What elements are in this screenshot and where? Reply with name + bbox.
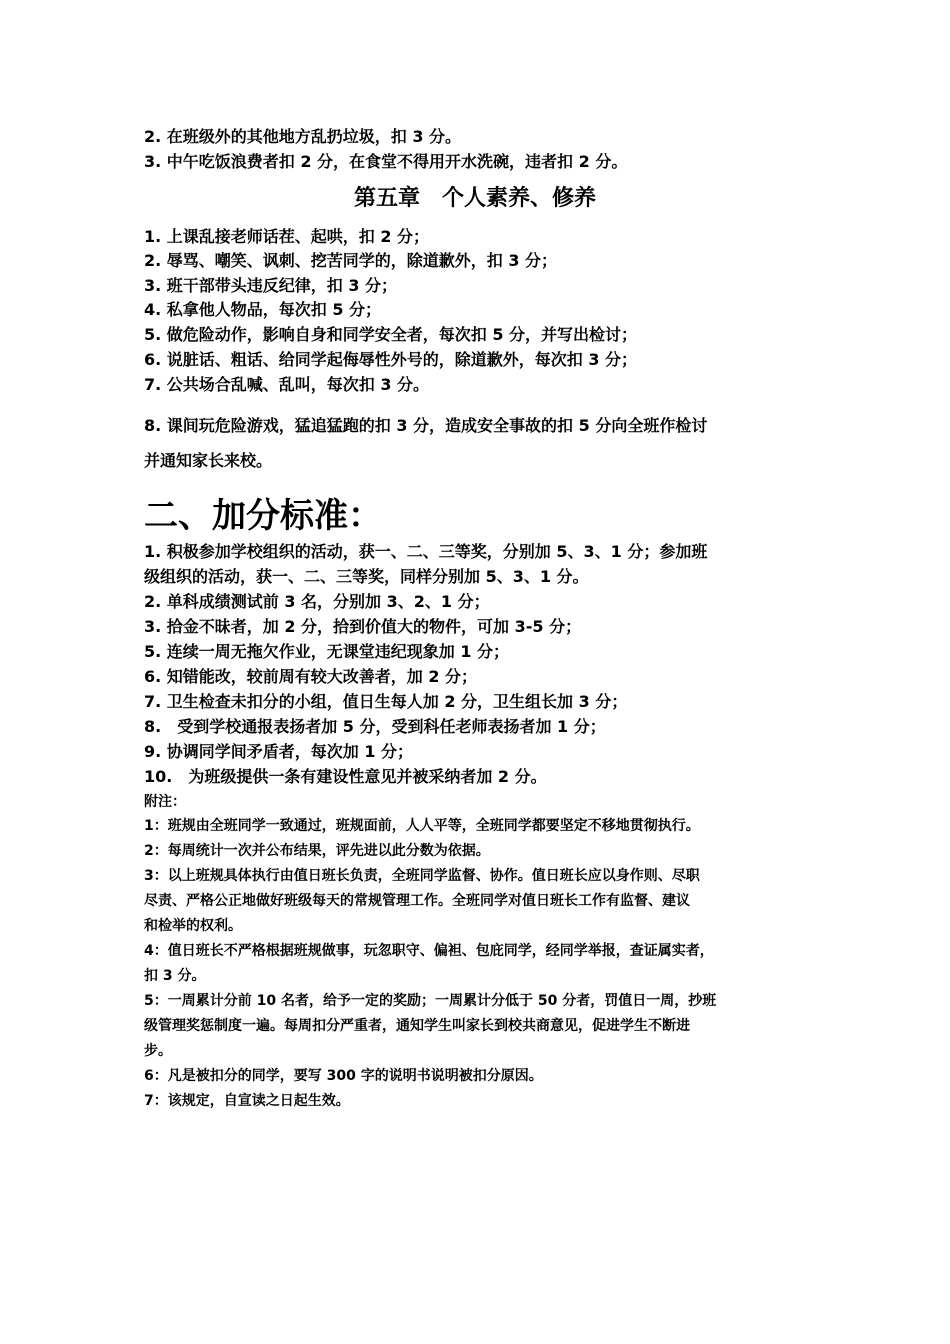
bonus-item: 10. 为班级提供一条有建设性意见并被采纳者加 2 分。	[144, 767, 547, 786]
rule-item-continuation: 并通知家长来校。	[144, 451, 273, 470]
note-item: 7：该规定，自宣读之日起生效。	[144, 1093, 350, 1109]
rule-item: 3. 班干部带头违反纪律，扣 3 分；	[144, 276, 398, 295]
rule-item: 1. 上课乱接老师话茬、起哄，扣 2 分；	[144, 227, 430, 246]
bonus-item-continuation: 级组织的活动，获一、二、三等奖，同样分别加 5、3、1 分。	[144, 567, 589, 586]
note-item: 3：以上班规具体执行由值日班长负责，全班同学监督、协作。值日班长应以身作则、尽职	[144, 868, 700, 884]
rule-item: 2. 辱骂、嘲笑、讽刺、挖苦同学的，除道歉外，扣 3 分；	[144, 251, 558, 270]
rule-item: 7. 公共场合乱喊、乱叫，每次扣 3 分。	[144, 375, 430, 394]
note-item: 5：一周累计分前 10 名者，给予一定的奖励；一周累计分低于 50 分者，罚值日一周，抄班	[144, 993, 717, 1009]
notes-label: 附注：	[144, 794, 186, 810]
section-title: 二、加分标准：	[144, 496, 382, 536]
note-item: 2：每周统计一次并公布结果，评先进以此分数为依据。	[144, 843, 490, 859]
note-item-continuation: 级管理奖惩制度一遍。每周扣分严重者，通知学生叫家长到校共商意见，促进学生不断进	[144, 1018, 690, 1034]
bonus-item: 9. 协调同学间矛盾者，每次加 1 分；	[144, 742, 414, 761]
note-item: 6：凡是被扣分的同学，要写 300 字的说明书说明被扣分原因。	[144, 1068, 543, 1084]
bonus-item: 5. 连续一周无拖欠作业，无课堂违纪现象加 1 分；	[144, 642, 510, 661]
rule-item: 8. 课间玩危险游戏，猛追猛跑的扣 3 分，造成安全事故的扣 5 分向全班作检讨	[144, 416, 708, 435]
note-item: 1：班规由全班同学一致通过，班规面前，人人平等，全班同学都要坚定不移地贯彻执行。	[144, 818, 700, 834]
bonus-item: 1. 积极参加学校组织的活动，获一、二、三等奖，分别加 5、3、1 分；参加班	[144, 542, 708, 561]
note-item: 4：值日班长不严格根据班规做事，玩忽职守、偏袒、包庇同学，经同学举报，查证属实者，	[144, 943, 714, 959]
bonus-item: 3. 拾金不昧者，加 2 分，拾到价值大的物件，可加 3-5 分；	[144, 617, 582, 636]
note-item-continuation: 步。	[144, 1043, 172, 1059]
note-item-continuation: 和检举的权利。	[144, 918, 242, 934]
rule-item: 6. 说脏话、粗话、给同学起侮辱性外号的，除道歉外，每次扣 3 分；	[144, 350, 638, 369]
rule-item: 3. 中午吃饭浪费者扣 2 分，在食堂不得用开水洗碗，违者扣 2 分。	[144, 152, 628, 171]
note-item-continuation: 扣 3 分。	[144, 968, 206, 984]
note-item-continuation: 尽责、严格公正地做好班级每天的常规管理工作。全班同学对值日班长工作有监督、建议	[144, 893, 690, 909]
rule-item: 4. 私拿他人物品，每次扣 5 分；	[144, 300, 382, 319]
bonus-item: 6. 知错能改，较前周有较大改善者，加 2 分；	[144, 667, 478, 686]
bonus-item: 8. 受到学校通报表扬者加 5 分，受到科任老师表扬者加 1 分；	[144, 717, 606, 736]
chapter-title: 第五章 个人素养、修养	[353, 186, 596, 211]
bonus-item: 2. 单科成绩测试前 3 名，分别加 3、2、1 分；	[144, 592, 490, 611]
rule-item: 5. 做危险动作，影响自身和同学安全者，每次扣 5 分，并写出检讨；	[144, 325, 638, 344]
rule-item: 2. 在班级外的其他地方乱扔垃圾，扣 3 分。	[144, 127, 462, 146]
bonus-item: 7. 卫生检查未扣分的小组，值日生每人加 2 分，卫生组长加 3 分；	[144, 692, 628, 711]
